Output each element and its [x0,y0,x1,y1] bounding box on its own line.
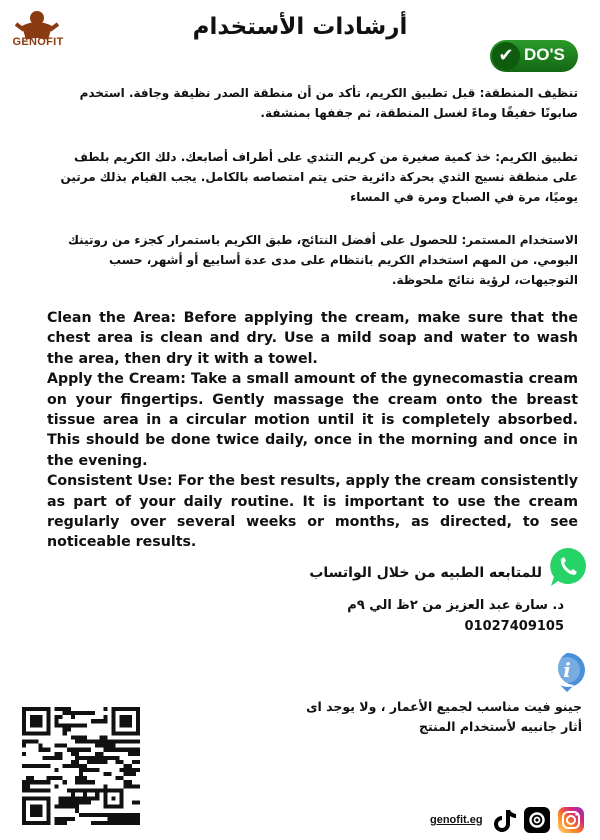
arabic-instruction-clean: تنظيف المنطقة: قبل تطبيق الكريم، تأكد من أن منطقة الصدر نظيفة وجافة. استخدم صابونًا خفيفًا وماءً لغسل المنطقة، ثم جففها بمنشفة. [79,86,578,120]
phone-number[interactable]: 01027409105 [464,619,564,634]
dos-badge [490,40,578,72]
instagram-icon[interactable] [558,807,584,833]
threads-icon[interactable] [524,807,550,833]
svg-text:i: i [563,658,571,682]
tiktok-icon[interactable] [492,807,518,833]
english-instruction-clean: Clean the Area: Before applying the cream, make sure that the chest area is clean and dry. Use a mild soap and water to wash the area, then dry it with a towel. [47,310,578,367]
page-title: أرشادات الأستخدام [192,14,408,40]
safety-line-2: أثار جانبيه لأستخدام المنتج [418,719,582,734]
info-icon [548,651,586,693]
safety-note [280,697,582,737]
english-instructions [47,308,578,553]
whatsapp-icon[interactable] [548,546,588,588]
checkmark-icon: ✔ [492,42,520,70]
whatsapp-follow-text: للمتابعه الطبيه من خلال الواتساب [309,565,542,581]
logo-text: GENOFIT [12,36,64,48]
qr-code[interactable] [22,707,140,825]
english-instruction-consistent: Consistent Use: For the best results, apply the cream consistently as part of your daily routine. It is important to use the cream regularly over several weeks or months, as directed, to see noticeable results. [47,473,578,551]
website-link[interactable]: genofit.eg [430,814,483,826]
dos-badge-label: DO'S [524,45,565,64]
doctor-hours: د. سارة عبد العزيز من ٢ظ الي ٩م [347,598,564,613]
arabic-instruction-apply: تطبيق الكريم: خذ كمية صغيرة من كريم التثدي على أطراف أصابعك. دلك الكريم بلطف على منطقة نسيج الثدي بحركة دائرية حتى يتم امتصاصه بالكامل. يجب القيام بذلك مرتين يوميًا، مرة في الصباح ومرة في المساء [60,150,578,204]
english-instruction-apply: Apply the Cream: Take a small amount of the gynecomastia cream on your fingertips. Gently massage the cream onto the breast tissue area in a circular motion until it is completely absorbed. This should be done twice daily, once in the morning and once in the evening. [47,371,578,469]
safety-line-1: جينو فيت مناسب لجميع الأعمار ، ولا يوجد اى [306,699,582,714]
arabic-instruction-consistent: الاستخدام المستمر: للحصول على أفضل النتائج، طبق الكريم باستمرار كجزء من روتينك اليومي. من المهم استخدام الكريم بانتظام على مدى عدة أسابيع أو أشهر، حسب التوجيهات، لرؤية نتائج ملحوظة. [68,233,578,287]
